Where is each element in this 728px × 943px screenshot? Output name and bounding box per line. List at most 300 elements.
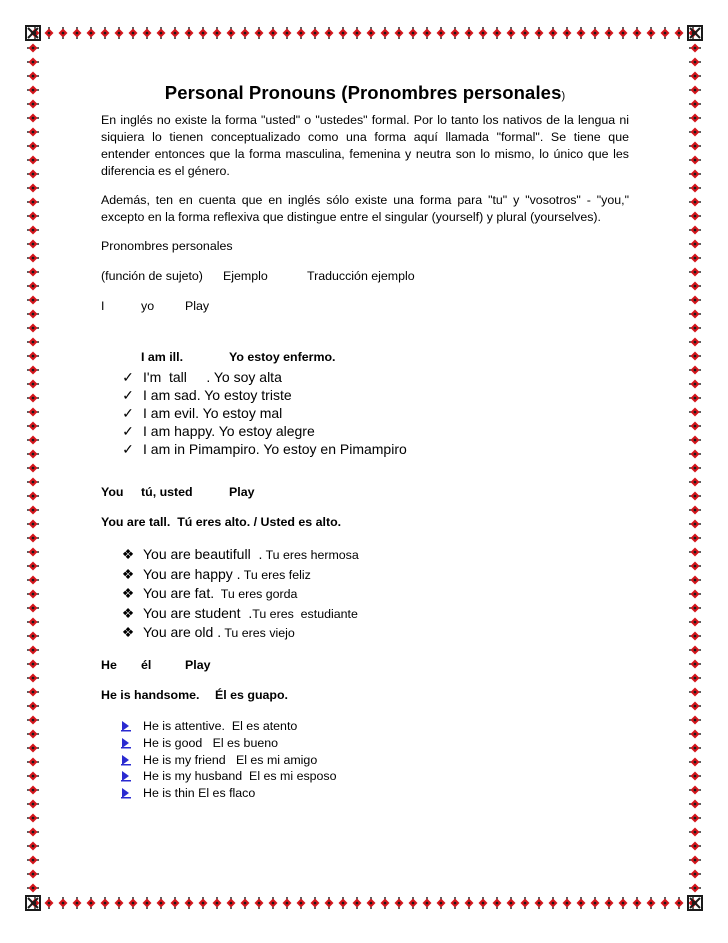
list-item-text-en: You are student . [143,604,253,621]
border-ornament-icon [27,576,39,585]
border-ornament-icon [605,897,614,909]
border-ornament-icon [437,897,446,909]
list-item-text: He is my friend El es mi amigo [143,752,318,767]
border-ornament-icon [479,897,488,909]
translation-yo: yo [141,299,155,313]
border-ornament-icon [157,27,166,39]
border-ornament-icon [325,897,334,909]
border-ornament-icon [101,897,110,909]
border-ornament-icon [577,27,586,39]
border-ornament-icon [27,142,39,151]
border-ornament-icon [27,198,39,207]
border-ornament-icon [185,897,194,909]
border-ornament-icon [689,128,701,137]
border-ornament-icon [689,408,701,417]
border-ornament-icon [591,897,600,909]
border-ornament-icon [27,324,39,333]
example-i-es: Yo estoy enfermo. [229,350,336,364]
border-ornament-icon [27,240,39,249]
play-link-he[interactable]: Play [185,657,211,672]
border-ornament-icon [689,184,701,193]
title-close-paren: ) [561,90,566,102]
border-ornament-icon [535,27,544,39]
border-ornament-icon [325,27,334,39]
border-ornament-icon [689,730,701,739]
border-ornament-icon [689,324,701,333]
border-ornament-icon [689,674,701,683]
example-you: You are tall. Tú eres alto. / Usted es alto. [101,515,342,529]
border-corner-icon [687,895,703,911]
example-he-en: He is handsome. [101,687,200,702]
diamond-bullet-icon: ❖ [121,604,135,621]
border-ornament-icon [689,590,701,599]
list-i-examples [101,368,629,458]
border-ornament-icon [27,254,39,263]
border-ornament-icon [605,27,614,39]
border-ornament-icon [27,688,39,697]
border-ornament-icon [535,897,544,909]
border-ornament-icon [409,897,418,909]
border-ornament-icon [241,897,250,909]
border-ornament-icon [689,366,701,375]
border-ornament-icon [255,897,264,909]
border-ornament-icon [27,212,39,221]
border-ornament-icon [27,128,39,137]
border-ornament-icon [27,534,39,543]
border-ornament-icon [689,856,701,865]
border-ornament-icon [339,27,348,39]
border-ornament-icon [661,27,670,39]
pronoun-i: I [101,299,105,313]
border-ornament-icon [689,604,701,613]
border-ornament-icon [451,897,460,909]
border-ornament-icon [689,282,701,291]
list-item-text-en: You are beautifull . [143,546,263,562]
list-item-text: He is good El es bueno [143,735,279,750]
border-ornament-icon [27,114,39,123]
border-ornament-icon [27,338,39,347]
border-ornament-icon [689,478,701,487]
border-ornament-icon [367,897,376,909]
border-ornament-icon [423,27,432,39]
arrow-bullet-icon [119,718,137,732]
header-example: Ejemplo [223,269,268,283]
border-ornament-icon [689,786,701,795]
border-ornament-icon [689,576,701,585]
border-ornament-icon [395,27,404,39]
border-ornament-icon [507,897,516,909]
list-item-text: He is attentive. El es atento [143,718,298,733]
decorative-border-top [28,26,700,40]
border-ornament-icon [27,716,39,725]
border-ornament-icon [27,632,39,641]
border-ornament-icon [395,897,404,909]
list-item [119,386,629,404]
check-icon: ✓ [122,405,134,421]
border-ornament-icon [689,800,701,809]
border-ornament-icon [353,897,362,909]
border-ornament-icon [27,58,39,67]
border-ornament-icon [27,758,39,767]
border-ornament-icon [27,282,39,291]
list-item-text: He is thin El es flaco [143,786,256,801]
list-you-examples [101,545,629,643]
border-ornament-icon [689,688,701,697]
border-ornament-icon [689,772,701,781]
border-ornament-icon [339,897,348,909]
border-ornament-icon [27,450,39,459]
border-ornament-icon [689,100,701,109]
pronoun-row-you [101,484,629,501]
border-corner-icon [25,25,41,41]
translation-tu-usted: tú, usted [141,485,193,499]
border-ornament-icon [689,744,701,753]
check-icon: ✓ [122,369,134,385]
border-ornament-icon [689,254,701,263]
border-ornament-icon [689,492,701,501]
border-ornament-icon [27,394,39,403]
border-ornament-icon [381,897,390,909]
border-ornament-icon [689,842,701,851]
list-item-text-en: You are fat. [143,585,215,602]
border-ornament-icon [27,100,39,109]
translation-el: él [141,657,152,672]
border-ornament-icon [27,352,39,361]
border-ornament-icon [143,897,152,909]
border-ornament-icon [689,562,701,571]
header-function: (función de sujeto) [101,269,203,283]
border-ornament-icon [689,114,701,123]
subtitle: Pronombres personales [101,239,233,253]
border-ornament-icon [27,772,39,781]
diamond-bullet-icon: ❖ [121,565,135,582]
border-ornament-icon [311,897,320,909]
border-ornament-icon [171,27,180,39]
border-ornament-icon [213,897,222,909]
border-ornament-icon [27,884,39,893]
list-item [119,565,629,585]
border-ornament-icon [591,27,600,39]
border-ornament-icon [689,226,701,235]
border-ornament-icon [689,156,701,165]
border-ornament-icon [689,170,701,179]
list-item-text-es: Tu eres estudiante [252,606,358,621]
border-ornament-icon [27,170,39,179]
border-ornament-icon [563,897,572,909]
diamond-bullet-icon: ❖ [121,546,135,562]
border-ornament-icon [227,27,236,39]
border-ornament-icon [27,72,39,81]
list-item-text: I am happy. Yo estoy alegre [143,423,315,439]
border-ornament-icon [73,897,82,909]
border-ornament-icon [689,338,701,347]
border-ornament-icon [213,27,222,39]
border-ornament-icon [689,618,701,627]
border-ornament-icon [27,744,39,753]
border-ornament-icon [27,422,39,431]
border-ornament-icon [689,212,701,221]
border-ornament-icon [619,897,628,909]
border-ornament-icon [367,27,376,39]
list-item-text: I am evil. Yo estoy mal [143,405,283,421]
border-ornament-icon [689,702,701,711]
border-ornament-icon [45,27,54,39]
border-ornament-icon [563,27,572,39]
border-ornament-icon [157,897,166,909]
list-item-text: I'm tall . Yo soy alta [143,369,282,385]
column-headers [101,268,629,285]
list-item [119,752,629,769]
list-item-text-es: Tu eres viejo [221,626,295,641]
border-ornament-icon [689,72,701,81]
border-ornament-icon [27,660,39,669]
border-ornament-icon [479,27,488,39]
border-ornament-icon [451,27,460,39]
border-ornament-icon [27,590,39,599]
border-ornament-icon [115,897,124,909]
play-link-you[interactable]: Play [229,485,255,499]
border-ornament-icon [27,366,39,375]
border-ornament-icon [689,44,701,53]
border-ornament-icon [647,897,656,909]
check-icon: ✓ [122,423,134,439]
border-ornament-icon [185,27,194,39]
border-ornament-icon [27,520,39,529]
list-item [119,422,629,440]
border-ornament-icon [493,897,502,909]
border-ornament-icon [549,897,558,909]
border-ornament-icon [27,828,39,837]
list-item [119,368,629,386]
border-ornament-icon [27,268,39,277]
list-item [119,584,629,604]
arrow-bullet-icon [119,768,137,782]
paragraph-intro: En inglés no existe la forma "usted" o "ustedes" formal. Por lo tanto los nativos de la lengua ni siquiera lo tienen conceptualizado como una forma aquí llamada "formal". Se tiene que entender entonces que la forma masculina, femenina y neutra son lo mismo, lo único que les diferencia es el género. [101,113,629,178]
border-ornament-icon [269,27,278,39]
border-ornament-icon [549,27,558,39]
border-ornament-icon [241,27,250,39]
border-ornament-icon [283,897,292,909]
border-ornament-icon [521,897,530,909]
decorative-border-left [26,40,40,896]
border-ornament-icon [143,27,152,39]
border-ornament-icon [661,897,670,909]
list-item-text-en: You are old . [143,624,222,641]
list-item-text-es: Tu eres hermosa [262,548,359,562]
border-ornament-icon [27,702,39,711]
arrow-bullet-icon [119,752,137,766]
border-ornament-icon [689,814,701,823]
example-he [101,687,629,704]
border-ornament-icon [409,27,418,39]
list-item [119,735,629,752]
border-ornament-icon [381,27,390,39]
border-ornament-icon [465,897,474,909]
border-ornament-icon [689,142,701,151]
border-ornament-icon [689,450,701,459]
border-ornament-icon [633,27,642,39]
border-ornament-icon [689,828,701,837]
border-ornament-icon [87,27,96,39]
border-ornament-icon [27,618,39,627]
border-ornament-icon [27,310,39,319]
border-ornament-icon [27,800,39,809]
document-body [101,82,629,814]
border-ornament-icon [227,897,236,909]
header-translation: Traducción ejemplo [307,269,415,283]
border-ornament-icon [675,897,684,909]
border-ornament-icon [27,226,39,235]
border-ornament-icon [493,27,502,39]
list-item-text: He is my husband El es mi esposo [143,769,337,784]
border-ornament-icon [689,268,701,277]
list-item [119,545,629,565]
border-ornament-icon [27,548,39,557]
play-link-i[interactable]: Play [185,299,210,313]
pronoun-row-i [101,298,629,315]
diamond-bullet-icon: ❖ [121,585,135,602]
border-ornament-icon [689,506,701,515]
border-ornament-icon [27,870,39,879]
arrow-bullet-icon [119,735,137,749]
decorative-border-right [688,40,702,896]
list-item-text-es: Tu eres gorda [214,587,298,602]
border-ornament-icon [199,27,208,39]
border-ornament-icon [129,27,138,39]
border-ornament-icon [297,897,306,909]
border-ornament-icon [437,27,446,39]
border-ornament-icon [577,897,586,909]
list-item-text-es: Tu eres feliz [240,567,311,582]
border-ornament-icon [619,27,628,39]
border-ornament-icon [27,44,39,53]
example-he-es: Él es guapo. [215,687,288,702]
border-ornament-icon [269,897,278,909]
example-i-en: I am ill. [141,350,184,364]
border-ornament-icon [27,730,39,739]
border-ornament-icon [27,492,39,501]
border-ornament-icon [689,198,701,207]
border-ornament-icon [689,240,701,249]
border-ornament-icon [27,856,39,865]
border-ornament-icon [27,380,39,389]
border-ornament-icon [27,436,39,445]
border-corner-icon [687,25,703,41]
border-ornament-icon [27,506,39,515]
border-ornament-icon [689,436,701,445]
border-ornament-icon [27,562,39,571]
border-ornament-icon [689,632,701,641]
border-ornament-icon [423,897,432,909]
border-ornament-icon [689,520,701,529]
border-ornament-icon [27,296,39,305]
border-ornament-icon [689,394,701,403]
border-ornament-icon [27,604,39,613]
border-ornament-icon [689,380,701,389]
border-ornament-icon [27,674,39,683]
border-ornament-icon [59,27,68,39]
border-ornament-icon [115,27,124,39]
arrow-bullet-icon [119,785,137,799]
border-ornament-icon [633,897,642,909]
border-ornament-icon [689,310,701,319]
border-ornament-icon [129,897,138,909]
border-ornament-icon [521,27,530,39]
decorative-border-bottom [28,896,700,910]
list-item [119,718,629,735]
border-ornament-icon [27,408,39,417]
list-item-text: I am in Pimampiro. Yo estoy en Pimampiro [143,441,407,457]
border-ornament-icon [27,184,39,193]
border-ornament-icon [297,27,306,39]
border-ornament-icon [353,27,362,39]
border-ornament-icon [27,156,39,165]
list-item [119,604,629,624]
check-icon: ✓ [122,441,134,457]
border-ornament-icon [689,86,701,95]
border-ornament-icon [689,758,701,767]
pronoun-he: He [101,657,117,672]
border-ornament-icon [689,534,701,543]
border-ornament-icon [689,716,701,725]
pronoun-row-he [101,657,629,674]
list-item [119,768,629,785]
list-item [119,623,629,643]
border-ornament-icon [27,86,39,95]
page-title [101,82,629,104]
border-ornament-icon [689,352,701,361]
border-ornament-icon [101,27,110,39]
border-ornament-icon [689,870,701,879]
border-ornament-icon [507,27,516,39]
border-ornament-icon [27,842,39,851]
list-item [119,404,629,422]
border-ornament-icon [283,27,292,39]
example-i [141,349,629,366]
paragraph-tu-vosotros: Además, ten en cuenta que en inglés sólo existe una forma para "tu" y "vosotros" - "you," excepto en la forma reflexiva que distingue entre el singular (yourself) y plural (yourselves). [101,193,629,224]
border-ornament-icon [689,422,701,431]
border-corner-icon [25,895,41,911]
border-ornament-icon [87,897,96,909]
border-ornament-icon [647,27,656,39]
border-ornament-icon [27,786,39,795]
border-ornament-icon [311,27,320,39]
pronoun-you: You [101,485,124,499]
border-ornament-icon [689,58,701,67]
list-item [119,785,629,802]
border-ornament-icon [27,646,39,655]
check-icon: ✓ [122,387,134,403]
list-item-text: I am sad. Yo estoy triste [143,387,292,403]
border-ornament-icon [27,464,39,473]
list-item-text-en: You are happy . [143,565,241,582]
border-ornament-icon [27,478,39,487]
border-ornament-icon [689,884,701,893]
border-ornament-icon [689,296,701,305]
border-ornament-icon [59,897,68,909]
border-ornament-icon [171,897,180,909]
border-ornament-icon [689,646,701,655]
border-ornament-icon [465,27,474,39]
diamond-bullet-icon: ❖ [121,624,135,641]
border-ornament-icon [73,27,82,39]
list-he-examples [101,718,629,802]
border-ornament-icon [45,897,54,909]
list-item [119,440,629,458]
border-ornament-icon [689,660,701,669]
border-ornament-icon [675,27,684,39]
title-text: Personal Pronouns (Pronombres personales [164,82,562,103]
